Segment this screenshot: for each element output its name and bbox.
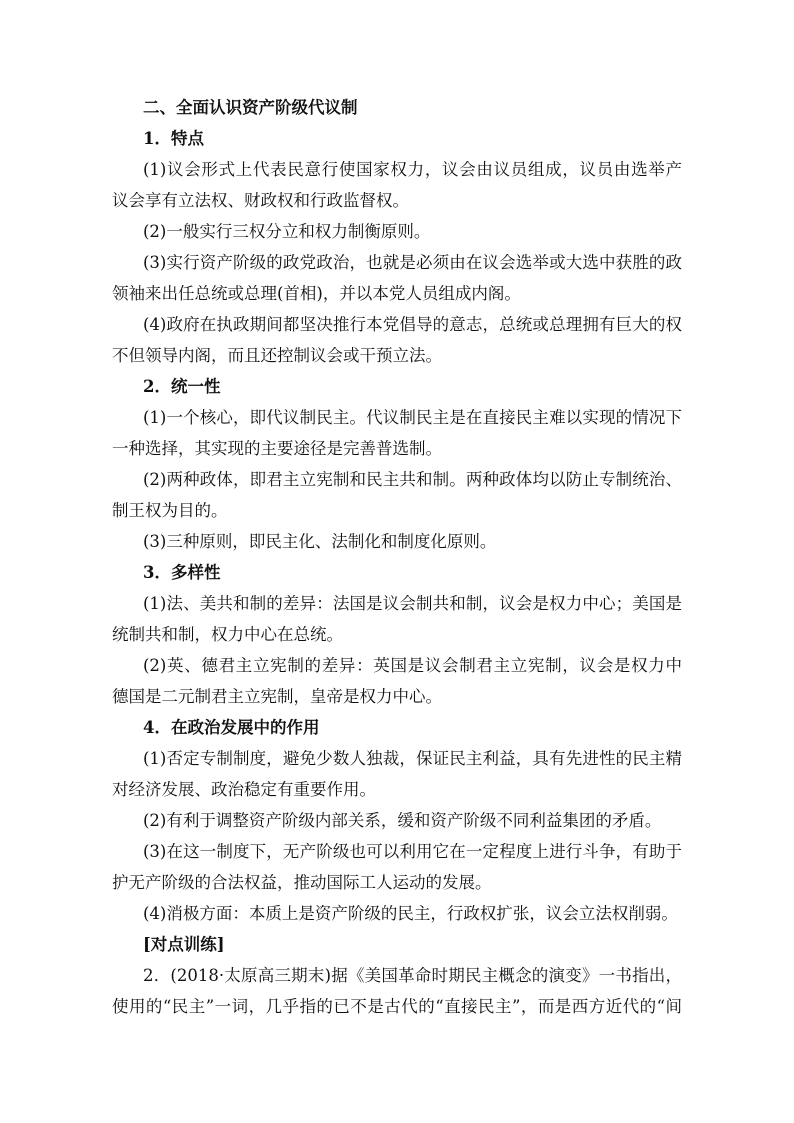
text-line: 不但领导内阁，而且还控制议会或干预立法。 [112,346,442,365]
text-line: (2)英、德君主立宪制的差异：英国是议会制君主立宪制，议会是权力中 [143,656,682,675]
text-line: 使用的“民主”一词，几乎指的已不是古代的“直接民主”，而是西方近代的“间 [112,997,682,1016]
text-line: 护无产阶级的合法权益，推动国际工人运动的发展。 [112,873,492,892]
text-line: 领袖来出任总统或总理(首相)，并以本党人员组成内阁。 [112,284,521,303]
text-line: (4)政府在执政期间都坚决推行本党倡导的意志，总统或总理拥有巨大的权 [143,315,682,334]
text-line: 制王权为目的。 [112,501,228,520]
text-line: 议会享有立法权、财政权和行政监督权。 [112,191,409,210]
section-heading: 4．在政治发展中的作用 [143,718,320,737]
text-line: (3)实行资产阶级的政党政治，也就是必须由在议会选举或大选中获胜的政 [143,253,682,272]
text-line: (2)有利于调整资产阶级内部关系，缓和资产阶级不同利益集团的矛盾。 [143,811,662,830]
text-line: 2．(2018·太原高三期末)据《美国革命时期民主概念的演变》一书指出， [143,966,682,985]
section-heading: [对点训练] [143,935,225,954]
text-line: (1)议会形式上代表民意行使国家权力，议会由议员组成，议员由选举产 [143,160,682,179]
text-line: 对经济发展、政治稳定有重要作用。 [112,780,376,799]
section-heading: 3．多样性 [143,563,221,582]
text-line: (2)一般实行三权分立和权力制衡原则。 [143,222,431,241]
text-line: (2)两种政体，即君主立宪制和民主共和制。两种政体均以防止专制统治、 [143,470,682,489]
text-line: (3)三种原则，即民主化、法制化和制度化原则。 [143,532,497,551]
section-heading: 1．特点 [143,129,204,148]
text-line: (4)消极方面：本质上是资产阶级的民主，行政权扩张，议会立法权削弱。 [143,904,678,923]
document-body [112,92,682,1022]
section-heading: 2．统一性 [143,377,221,396]
text-line: 一种选择，其实现的主要途径是完善普选制。 [112,439,442,458]
text-line: (3)在这一制度下，无产阶级也可以利用它在一定程度上进行斗争，有助于 [143,842,682,861]
text-line: (1)一个核心，即代议制民主。代议制民主是在直接民主难以实现的情况下 [143,408,682,427]
text-line: 德国是二元制君主立宪制，皇帝是权力中心。 [112,687,442,706]
text-line: 统制共和制，权力中心在总统。 [112,625,343,644]
text-line: (1)法、美共和制的差异：法国是议会制共和制，议会是权力中心；美国是 [143,594,682,613]
text-line: (1)否定专制制度，避免少数人独裁，保证民主利益，具有先进性的民主精 [143,749,682,768]
section-heading: 二、全面认识资产阶级代议制 [143,98,358,117]
